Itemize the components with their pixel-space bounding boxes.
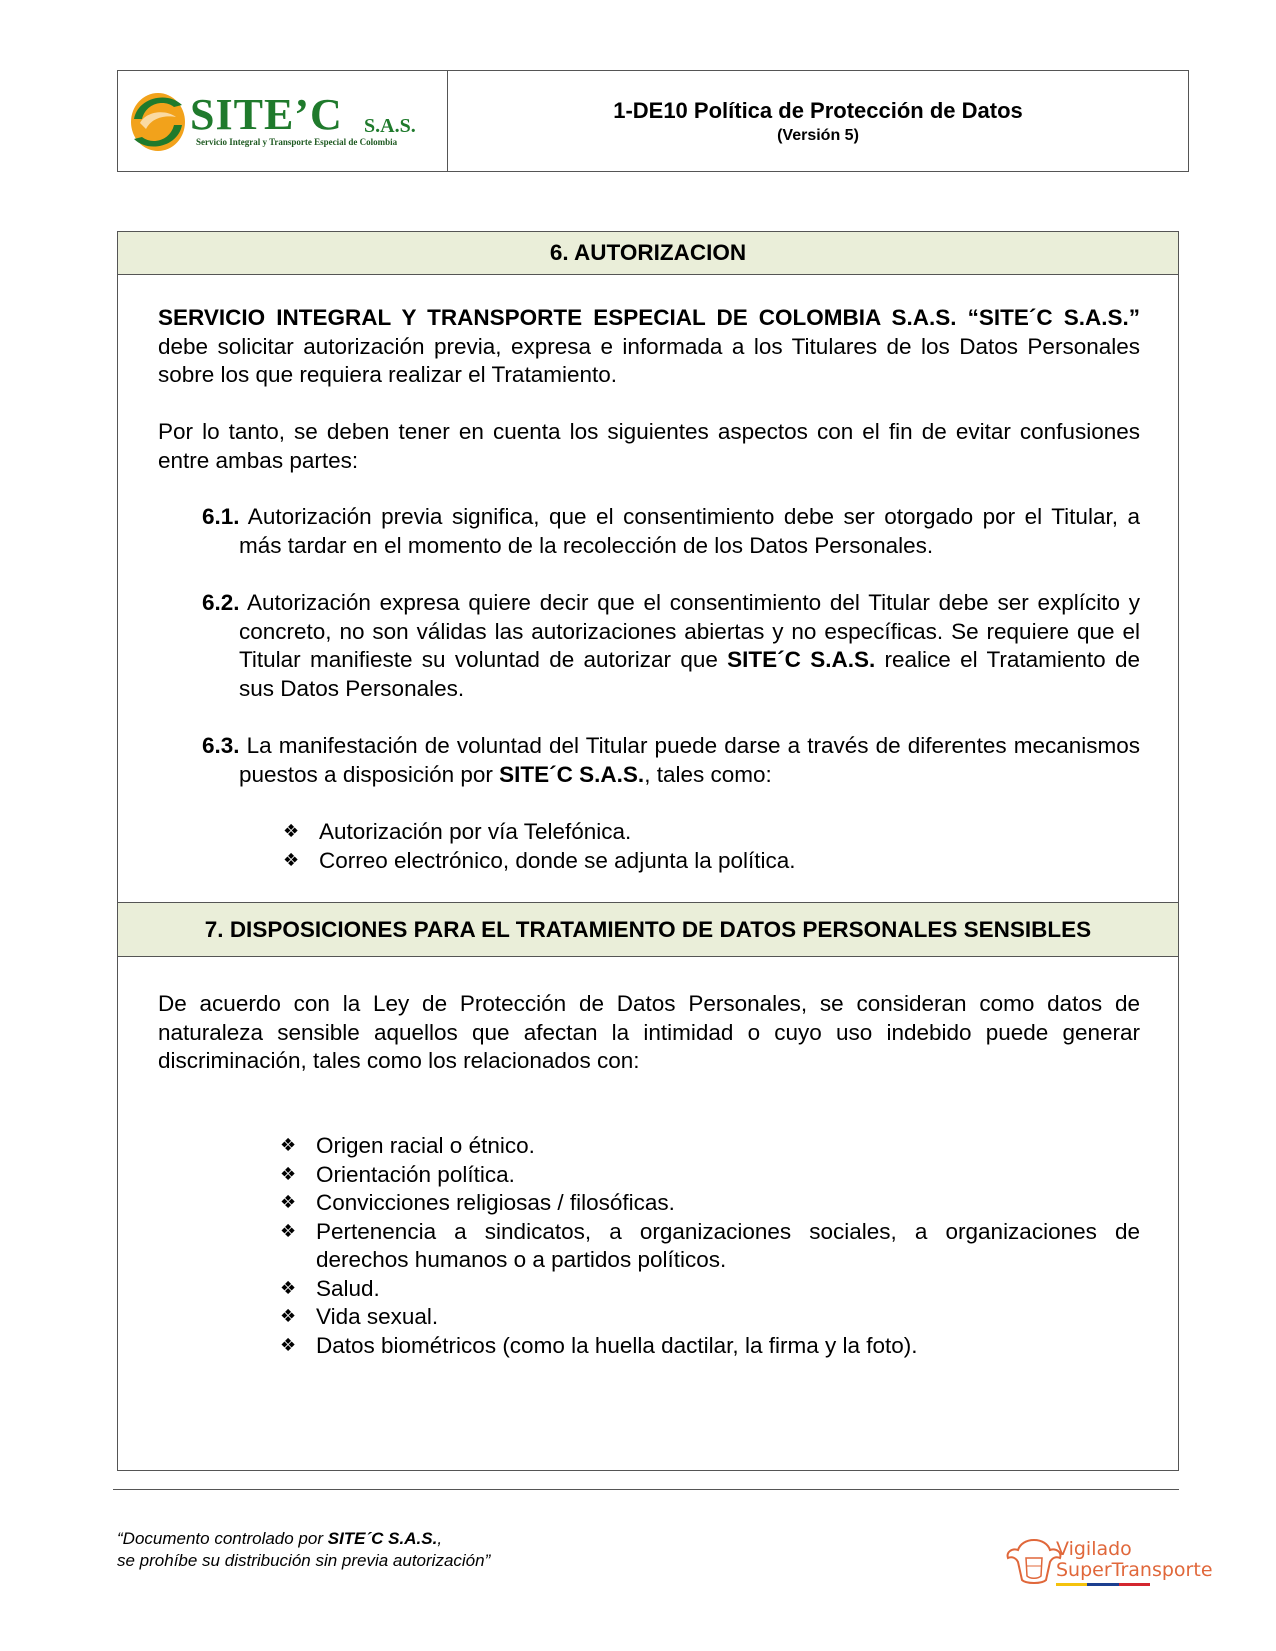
logo-name: SITE’C — [190, 90, 343, 139]
section-6-bullet-list — [283, 818, 1183, 875]
flag-red — [1119, 1583, 1150, 1586]
footer-notice — [117, 1528, 490, 1572]
vigilado-label — [1056, 1539, 1213, 1581]
item-text: Autorización expresa quiere decir que el consentimiento del Titular debe ser explícito y concreto, no son válidas las autorizaciones abiertas y no específicas. Se requiere que el Titular manifieste su voluntad de autorizar que — [239, 590, 1140, 672]
list-item-text: Convicciones religiosas / filosóficas. — [316, 1190, 675, 1215]
vigilado-line-2: SuperTransporte — [1056, 1559, 1213, 1581]
list-item-text: Orientación política. — [316, 1161, 515, 1187]
list-item — [280, 1161, 1140, 1190]
logo-tagline: Servicio Integral y Transporte Especial de Colombia — [196, 137, 398, 147]
item-text: realice el Tratamiento de sus Datos Personales. — [239, 647, 1140, 701]
list-item — [280, 1332, 1140, 1361]
list-item — [280, 1303, 1140, 1332]
footer-divider — [113, 1489, 1179, 1490]
document-version: (Versión 5) — [777, 126, 859, 144]
list-item — [280, 1132, 1140, 1161]
company-short-name: SITE´C S.A.S. — [499, 761, 645, 787]
section-7-heading: 7. DISPOSICIONES PARA EL TRATAMIENTO DE DATOS PERSONALES SENSIBLES — [118, 902, 1178, 957]
list-item — [283, 818, 1183, 847]
document-title: 1-DE10 Política de Protección de Datos — [613, 97, 1023, 123]
list-item — [280, 1189, 1140, 1218]
flag-blue — [1087, 1583, 1118, 1586]
sitec-logo-icon — [128, 89, 188, 155]
item-number: 6.1. — [202, 504, 240, 529]
list-item-text: Datos biométricos (como la huella dactilar, la firma y la foto). — [316, 1332, 918, 1358]
flag-yellow — [1056, 1583, 1087, 1586]
diamond-bullet-icon: ❖ — [283, 821, 300, 842]
colombia-shield-icon — [1004, 1536, 1064, 1588]
vigilado-line-1: Vigilado — [1056, 1538, 1132, 1560]
list-item-text: Pertenencia a sindicatos, a organizaciones sociales, a organizaciones de derechos humanos o a partidos políticos. — [316, 1218, 1140, 1272]
paragraph-text: debe solicitar autorización previa, expresa e informada a los Titulares de los Datos Personales sobre los que requiera realizar el Tratamiento. — [158, 333, 1140, 387]
title-cell — [448, 71, 1188, 171]
section-6-paragraph-1 — [158, 304, 1140, 390]
diamond-bullet-icon: ❖ — [280, 1163, 297, 1185]
colombia-flag-bar — [1056, 1583, 1150, 1586]
diamond-bullet-icon: ❖ — [280, 1220, 297, 1242]
list-item — [283, 847, 1183, 876]
document-header — [117, 70, 1189, 172]
footer-text: , — [437, 1529, 443, 1548]
section-6-item-3 — [202, 732, 1140, 789]
section-6-paragraph-2: Por lo tanto, se deben tener en cuenta los siguientes aspectos con el fin de evitar confusiones entre ambas partes: — [158, 419, 1140, 473]
item-number: 6.2. — [202, 590, 240, 615]
logo-suffix: S.A.S. — [364, 115, 416, 137]
list-item-text: Vida sexual. — [316, 1304, 439, 1329]
section-6-item-1 — [202, 503, 1140, 560]
diamond-bullet-icon: ❖ — [280, 1334, 297, 1356]
diamond-bullet-icon: ❖ — [280, 1306, 297, 1327]
list-item — [280, 1218, 1140, 1275]
footer-line-1 — [117, 1528, 490, 1550]
list-item-text: Autorización por vía Telefónica. — [319, 819, 632, 844]
company-name: SERVICIO INTEGRAL Y TRANSPORTE ESPECIAL DE COLOMBIA S.A.S. “SITE´C S.A.S.” — [158, 305, 1140, 330]
section-7-paragraph-1: De acuerdo con la Ley de Protección de Datos Personales, se consideran como datos de naturaleza sensible aquellos que afectan la intimidad o cuyo uso indebido puede generar discriminación, tales como los relacionados con: — [158, 991, 1140, 1073]
list-item-text: Salud. — [316, 1275, 380, 1301]
diamond-bullet-icon: ❖ — [280, 1192, 297, 1213]
logo-cell — [118, 71, 448, 171]
list-item-text: Correo electrónico, donde se adjunta la política. — [319, 847, 796, 873]
item-text: Autorización previa significa, que el consentimiento debe ser otorgado por el Titular, a más tardar en el momento de la recolección de los Datos Personales. — [239, 504, 1140, 558]
item-text: La manifestación de voluntad del Titular puede darse a través de diferentes mecanismos puestos a disposición por — [239, 733, 1140, 787]
footer-company: SITE´C S.A.S. — [327, 1529, 438, 1548]
footer-text: “Documento controlado por — [117, 1529, 328, 1548]
section-6-heading: 6. AUTORIZACION — [118, 232, 1178, 275]
list-item — [280, 1275, 1140, 1304]
item-text: , tales como: — [644, 761, 772, 787]
footer-line-2: se prohíbe su distribución sin previa autorización” — [117, 1551, 491, 1570]
item-number: 6.3. — [202, 733, 240, 758]
diamond-bullet-icon: ❖ — [280, 1277, 297, 1299]
section-7-bullet-list — [280, 1132, 1140, 1360]
section-6-item-2 — [202, 589, 1140, 703]
diamond-bullet-icon: ❖ — [283, 849, 300, 871]
diamond-bullet-icon: ❖ — [280, 1135, 297, 1156]
list-item-text: Origen racial o étnico. — [316, 1133, 535, 1158]
content-frame — [117, 231, 1179, 1471]
company-short-name: SITE´C S.A.S. — [727, 647, 876, 672]
